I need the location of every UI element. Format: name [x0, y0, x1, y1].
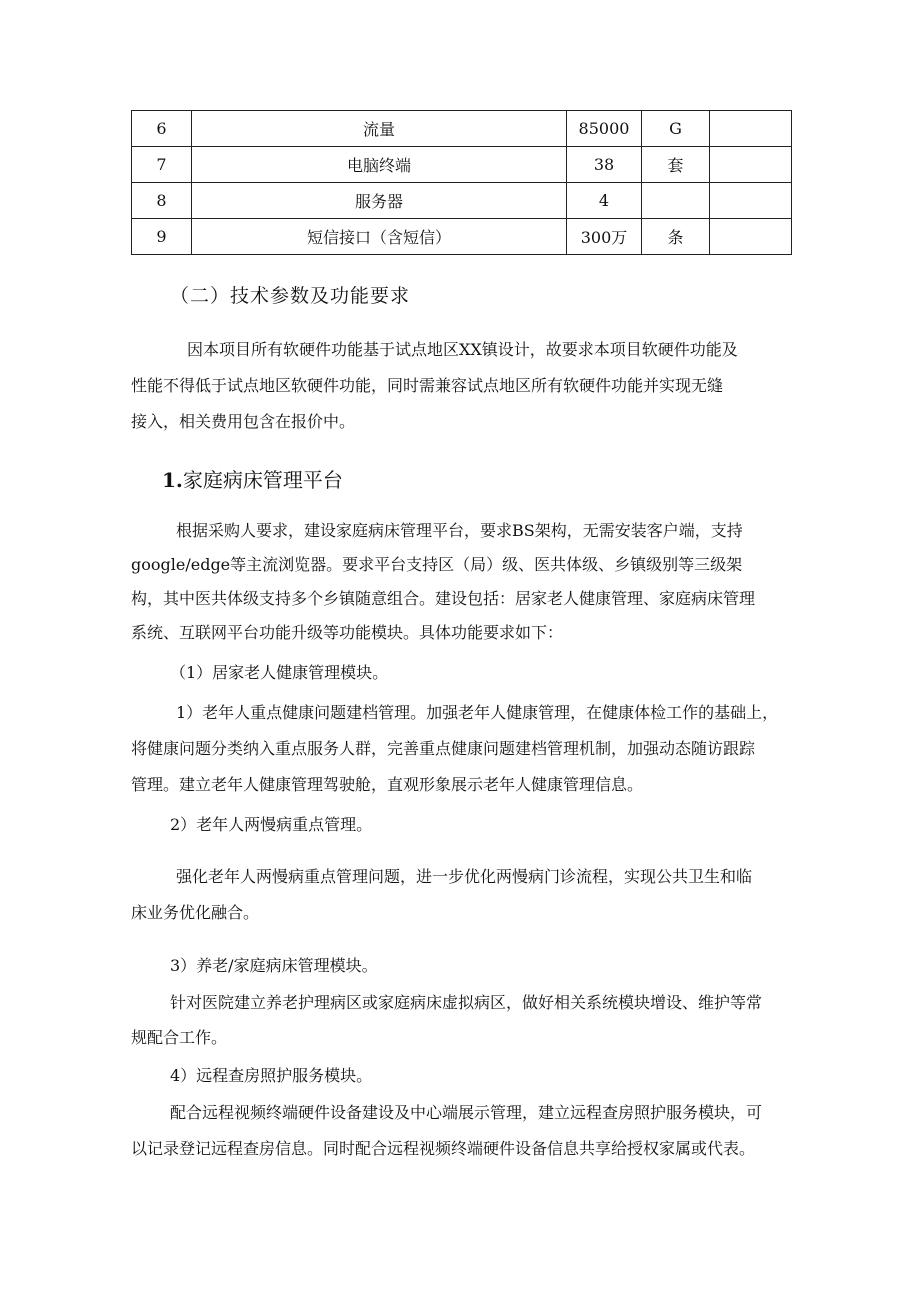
platform-heading-number: 1. — [162, 468, 183, 492]
item2-line: 床业务优化融合。 — [131, 903, 260, 922]
row-number: 9 — [132, 219, 192, 255]
intro-line: 系统、互联网平台功能升级等功能模块。具体功能要求如下： — [131, 623, 564, 642]
row-quantity: 85000 — [567, 111, 642, 147]
row-item: 流量 — [192, 111, 567, 147]
intro-line: google/edge等主流浏览器。要求平台支持区（局）级、医共体级、乡镇级别等三级架 — [131, 555, 743, 574]
row-quantity: 4 — [567, 183, 642, 219]
row-note — [710, 219, 792, 255]
row-note — [710, 111, 792, 147]
item3-line: 规配合工作。 — [131, 1028, 228, 1047]
item4-line: 配合远程视频终端硬件设备建设及中心端展示管理，建立远程查房照护服务模块，可 — [170, 1103, 763, 1122]
item1-line: 将健康问题分类纳入重点服务人群，完善重点健康问题建档管理机制，加强动态随访跟踪 — [131, 739, 756, 758]
section-paragraph-line: 接入，相关费用包含在报价中。 — [131, 412, 356, 431]
row-number: 6 — [132, 111, 192, 147]
row-number: 7 — [132, 147, 192, 183]
item4-heading: 4）远程查房照护服务模块。 — [170, 1066, 373, 1085]
row-item: 电脑终端 — [192, 147, 567, 183]
item1-line: 管理。建立老年人健康管理驾驶舱，直观形象展示老年人健康管理信息。 — [131, 775, 644, 794]
section-paragraph-line: 因本项目所有软硬件功能基于试点地区XX镇设计，故要求本项目软硬件功能及 — [187, 340, 738, 359]
row-note — [710, 183, 792, 219]
item3-line: 针对医院建立养老护理病区或家庭病床虚拟病区，做好相关系统模块增设、维护等常 — [170, 993, 763, 1012]
row-number: 8 — [132, 183, 192, 219]
module-heading: （1）居家老人健康管理模块。 — [170, 663, 389, 682]
row-unit: G — [642, 111, 710, 147]
row-unit: 套 — [642, 147, 710, 183]
row-unit: 条 — [642, 219, 710, 255]
item4-line: 以记录登记远程查房信息。同时配合远程视频终端硬件设备信息共享给授权家属或代表。 — [131, 1139, 756, 1158]
item2-heading: 2）老年人两慢病重点管理。 — [170, 815, 373, 834]
equipment-table — [131, 110, 792, 255]
item3-heading: 3）养老/家庭病床管理模块。 — [170, 956, 378, 975]
item1-line: 1）老年人重点健康问题建档管理。加强老年人健康管理，在健康体检工作的基础上， — [176, 703, 779, 722]
platform-heading-text: 家庭病床管理平台 — [182, 468, 343, 492]
row-item: 短信接口（含短信） — [192, 219, 567, 255]
section-heading: （二）技术参数及功能要求 — [170, 285, 411, 307]
table-row — [132, 183, 792, 219]
table-row — [132, 111, 792, 147]
table-row — [132, 219, 792, 255]
row-item: 服务器 — [192, 183, 567, 219]
intro-line: 根据采购人要求，建设家庭病床管理平台，要求BS架构，无需安装客户端，支持 — [176, 521, 743, 540]
row-note — [710, 147, 792, 183]
intro-line: 构，其中医共体级支持多个乡镇随意组合。建设包括：居家老人健康管理、家庭病床管理 — [131, 589, 756, 608]
item2-line: 强化老年人两慢病重点管理问题，进一步优化两慢病门诊流程，实现公共卫生和临 — [176, 867, 753, 886]
row-quantity: 38 — [567, 147, 642, 183]
row-unit — [642, 183, 710, 219]
table-row — [132, 147, 792, 183]
platform-heading — [162, 468, 343, 492]
row-quantity: 300万 — [567, 219, 642, 255]
section-paragraph-line: 性能不得低于试点地区软硬件功能，同时需兼容试点地区所有软硬件功能并实现无缝 — [131, 376, 724, 395]
